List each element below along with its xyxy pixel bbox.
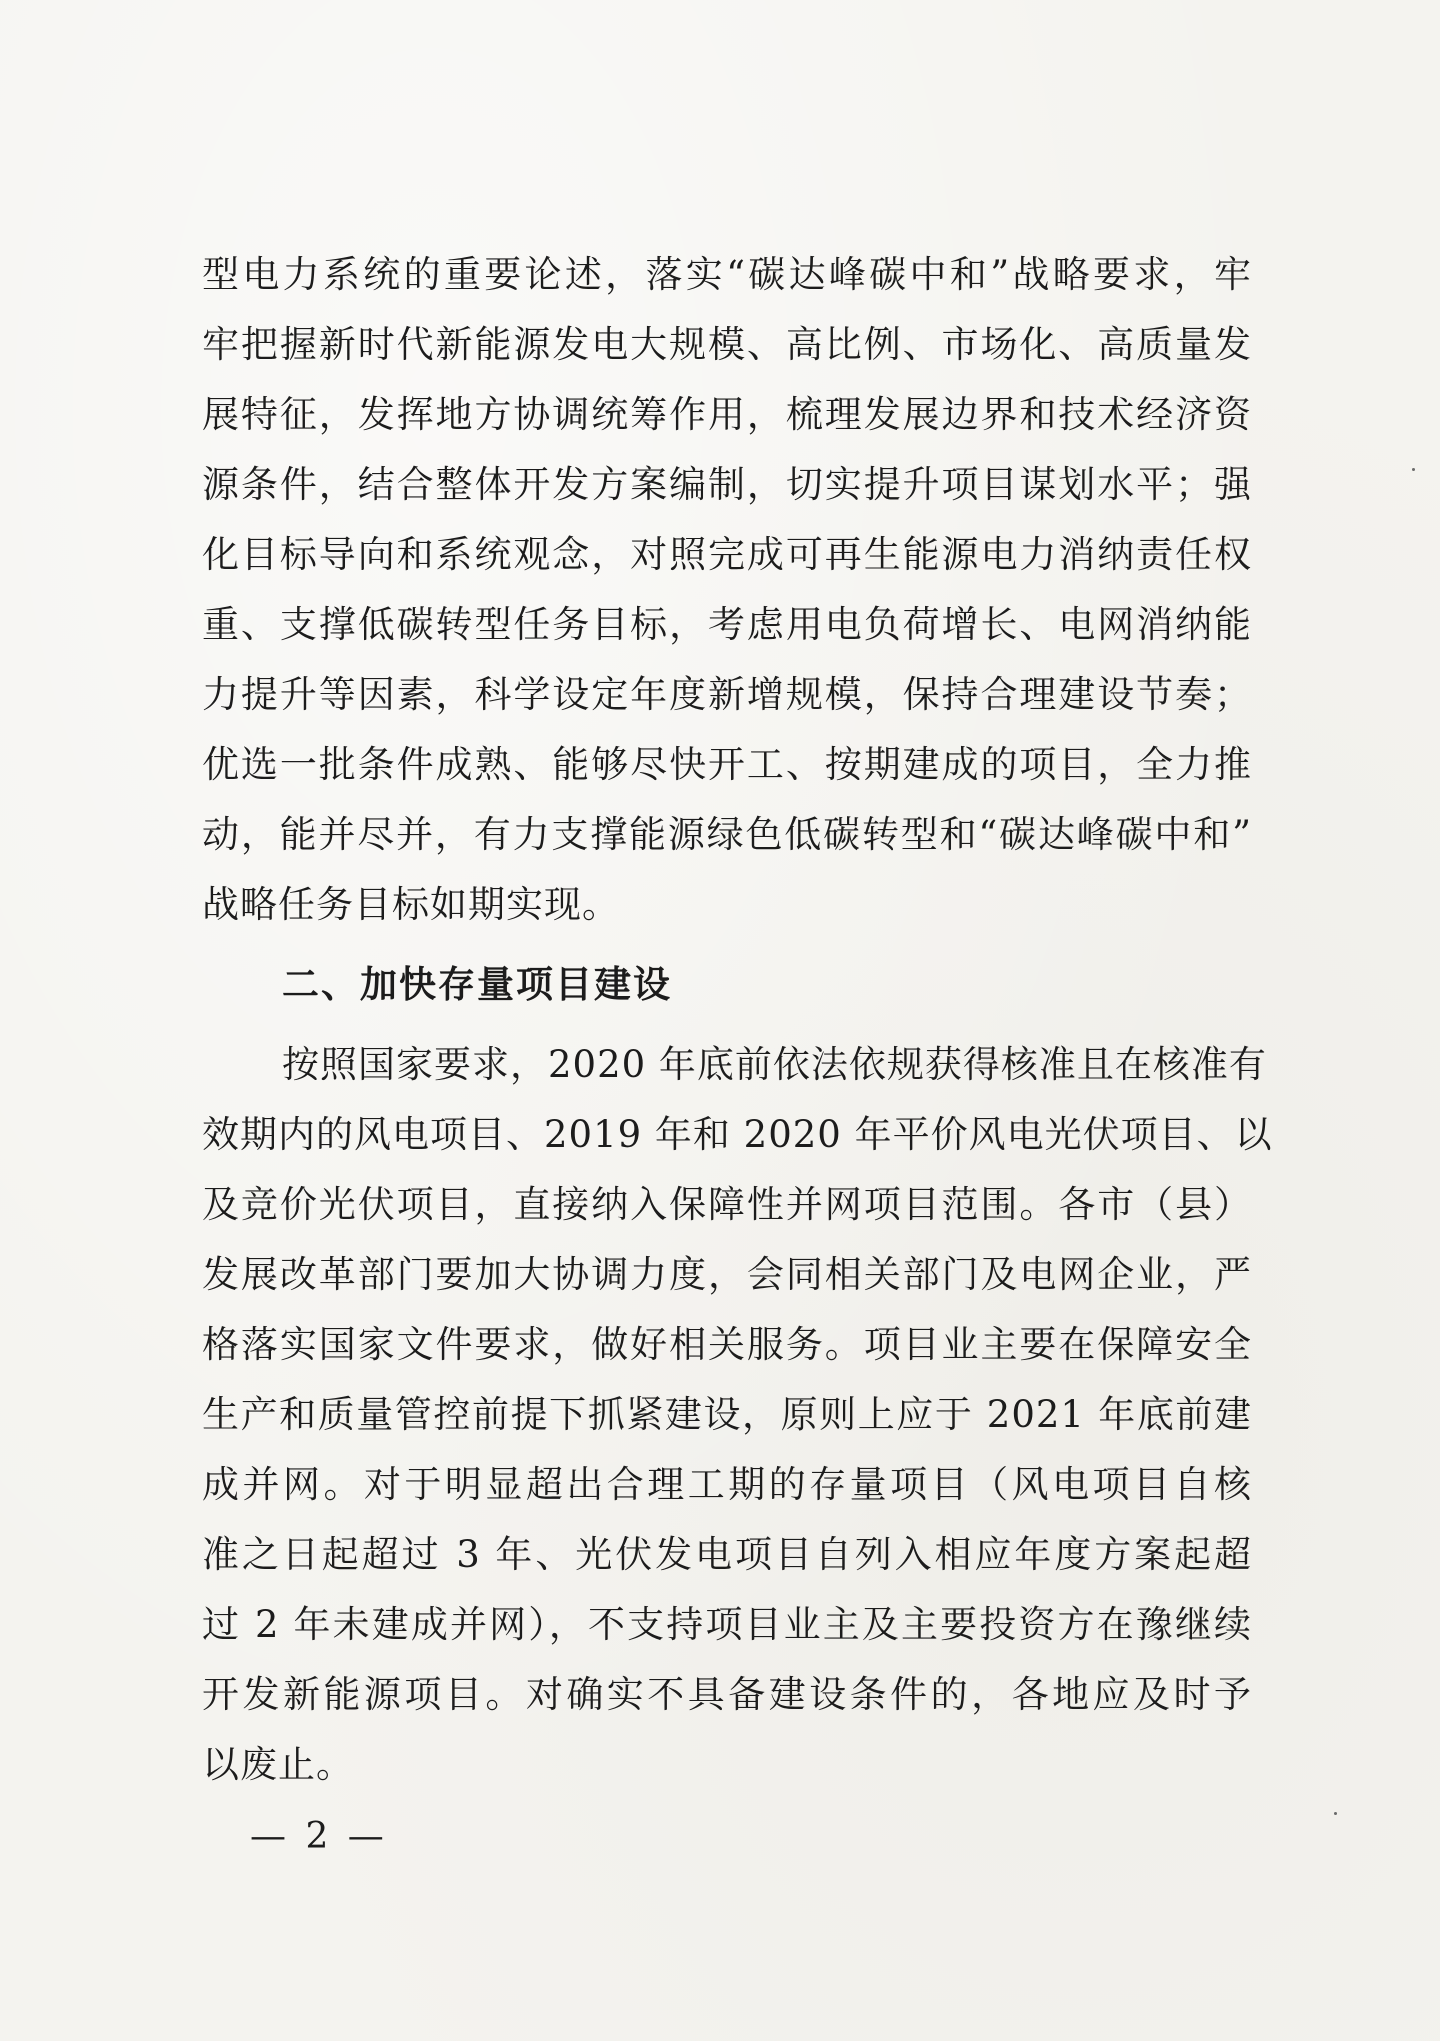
paragraph-line: 源条件，结合整体开发方案编制，切实提升项目谋划水平；强: [202, 463, 1252, 506]
paragraph-line: 牢把握新时代新能源发电大规模、高比例、市场化、高质量发: [202, 323, 1252, 366]
scan-speck: [1412, 468, 1415, 471]
paragraph-line: 战略任务目标如期实现。: [202, 883, 620, 926]
paragraph-line: 动，能并尽并，有力支撑能源绿色低碳转型和“碳达峰碳中和”: [202, 813, 1252, 856]
paragraph-line: 力提升等因素，科学设定年度新增规模，保持合理建设节奏；: [202, 673, 1252, 716]
paragraph-line: 过 2 年未建成并网），不支持项目业主及主要投资方在豫继续: [202, 1603, 1252, 1646]
paragraph-line: 成并网。对于明显超出合理工期的存量项目（风电项目自核: [202, 1463, 1252, 1506]
paragraph-line: 准之日起超过 3 年、光伏发电项目自列入相应年度方案起超: [202, 1533, 1252, 1576]
paragraph-line: 效期内的风电项目、2019 年和 2020 年平价风电光伏项目、以: [202, 1113, 1273, 1156]
page-number: — 2 —: [250, 1816, 388, 1857]
paragraph-line: 以废止。: [202, 1743, 354, 1786]
paragraph-line: 型电力系统的重要论述，落实“碳达峰碳中和”战略要求，牢: [202, 253, 1252, 296]
paragraph-line: 生产和质量管控前提下抓紧建设，原则上应于 2021 年底前建: [202, 1393, 1252, 1436]
paragraph-line: 及竞价光伏项目，直接纳入保障性并网项目范围。各市（县）: [202, 1183, 1252, 1226]
paragraph-line: 格落实国家文件要求，做好相关服务。项目业主要在保障安全: [202, 1323, 1252, 1366]
paragraph-line: 优选一批条件成熟、能够尽快开工、按期建成的项目，全力推: [202, 743, 1252, 786]
paragraph-line: 发展改革部门要加大协调力度，会同相关部门及电网企业，严: [202, 1253, 1252, 1296]
scan-speck: [1334, 1812, 1337, 1815]
section-heading: 二、加快存量项目建设: [282, 963, 672, 1006]
paragraph-line: 重、支撑低碳转型任务目标，考虑用电负荷增长、电网消纳能: [202, 603, 1252, 646]
paragraph-line: 化目标导向和系统观念，对照完成可再生能源电力消纳责任权: [202, 533, 1252, 576]
paragraph-line: 按照国家要求，2020 年底前依法依规获得核准且在核准有: [282, 1043, 1267, 1086]
paragraph-line: 展特征，发挥地方协调统筹作用，梳理发展边界和技术经济资: [202, 393, 1252, 436]
paragraph-line: 开发新能源项目。对确实不具备建设条件的，各地应及时予: [202, 1673, 1252, 1716]
